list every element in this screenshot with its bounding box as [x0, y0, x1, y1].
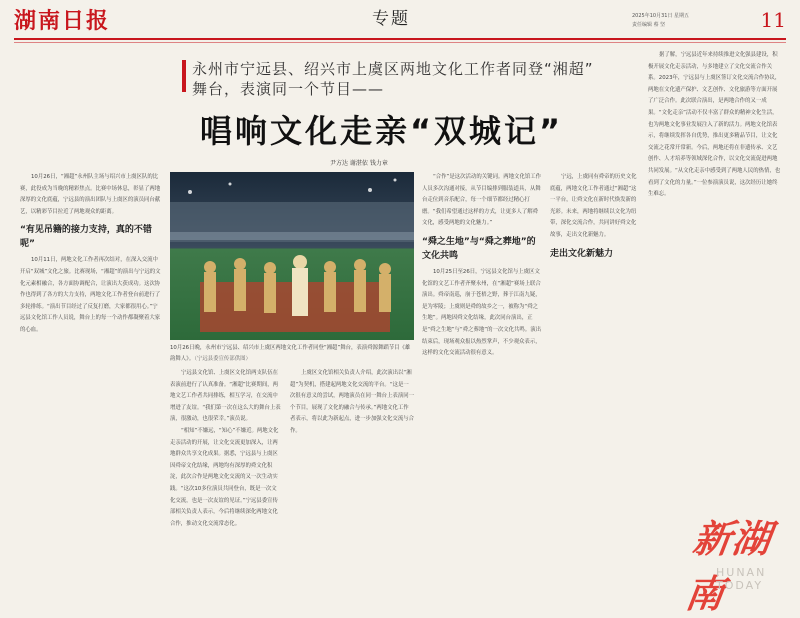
- column-2: [170, 368, 282, 584]
- kicker-line-1: 永州市宁远县、绍兴市上虞区两地文化工作者同登“湘超”: [192, 60, 594, 78]
- paragraph: 10月25日至26日，宁远县文化馆与上虞区文化馆的文艺工作者齐聚永州，在“湘超”赛场上联合演出。舜帝南巡，崩于苍梧之野，葬于江南九疑，是为零陵；上虞则是舜的故乡之一，被称为“舜之生地”。两地因舜文化结缘，此次同台演出，正是“舜之生地”与“舜之葬地”的一次文化共鸣。演出结束后，现场观众报以热烈掌声，不少观众表示，这样的文化交流活动很有意义。: [422, 268, 541, 357]
- subheading: “舜之生地”与“舜之葬地”的文化共鸣: [422, 236, 536, 261]
- page-header: [0, 0, 800, 40]
- photo-caption: [170, 343, 414, 365]
- paragraph: 10月26日，“湘超”永州队主场与绍兴市上虞区队的比赛，此役成为当晚的精彩焦点。比赛中场休息，彰显了两地深厚的文化底蕴，宁远县的演出团队与上虞区的演员同台献艺，以精彩节目拉近了两地观众的距离。: [20, 174, 161, 215]
- column-3: [290, 368, 414, 584]
- column-4: [422, 172, 542, 584]
- main-headline: 唱响文化走亲“双城记”: [200, 112, 564, 150]
- page-number: 11: [760, 8, 786, 32]
- article-photo: [170, 172, 414, 340]
- column-6: [648, 50, 782, 506]
- kicker-line-2: 舞台，表演同一个节目——: [192, 80, 385, 98]
- stage-performance-image: [170, 172, 414, 340]
- byline: 尹方达 谢湛依 钱力章: [330, 160, 388, 167]
- header-rule: [14, 38, 786, 40]
- paragraph: “相知”不嫌远，“知心”不嫌近。两地文化走亲活动的开展，让文化交流更加深入，让两地群众共享文化成果。据悉，宁远县与上虞区因舜帝文化结缘，两地均有深厚的舜文化积淀，此次合作是两地文化交流的又一次生动实践。“这次10多位演员共同登台，既是一次文化交流，也是一次友谊的见证。”宁远县委宣传部相关负责人表示，今后将继续深化两地文化合作，推动文化交流常态化。: [170, 427, 279, 527]
- photo-credit: （宁远县委宣传部供图）: [194, 356, 251, 362]
- kicker-accent-bar: [182, 60, 186, 92]
- column-5: [550, 172, 640, 584]
- section-title: 专题: [372, 9, 410, 29]
- issue-date: 2025年10月31日 星期五: [632, 13, 690, 19]
- paragraph: 上虞区文化馆相关负责人介绍，此次演出以“湘超”为契机，搭建起两地文化交流的平台。“这是一次很有意义的尝试，两地演员在同一舞台上表演同一个节目，展现了文化的融合与传承。”两地文化工作者表示，将以此为新起点，进一步加强文化交流与合作。: [290, 370, 414, 434]
- paragraph: 宁远，上虞同有舜帝的历史文化底蕴，两地文化工作者通过“湘超”这一平台，让舜文化在新时代焕发新的光彩。未来，两地将继续以文化为纽带，深化交流合作，共同讲好舜文化故事，走出文化新魅力。: [550, 174, 637, 238]
- editor-line: 责任编辑 蔡 坚: [632, 22, 666, 28]
- paragraph: “合作”是这次活动的关键词。两地文化馆工作人员多次沟通对接，从节目编排到服装道具，从舞台走位到音乐配合，每一个细节都经过精心打磨。“我们希望通过这样的方式，让更多人了解舜文化，感受两地的文化魅力。”: [422, 174, 542, 227]
- paragraph: 据了解，宁远县近年来持续推进文化强县建设，积极开展文化走亲活动，与多地建立了文化交流合作关系。2023年，宁远县与上虞区签订文化交流合作协议，两地在文化遗产保护、文艺创作、文化旅游等方面开展了广泛合作。此次联合演出，是两地合作的又一成果。“文化走亲”活动不仅丰富了群众的精神文化生活，也为两地文化事业发展注入了新的活力。两地文化馆表示，将继续发挥各自优势，推出更多精品节目，让文化交流之花常开常新。今后，两地还将在非遗传承、文艺创作、人才培养等领域深化合作，以文化交流促进两地共同发展。“从文化走亲中感受到了两地人民的热情，也看到了文化的力量。”一位参演演员说，这次经历让她终生难忘。: [648, 52, 781, 198]
- subheading: “有见吊籍的接力支持，真的不错呢”: [20, 225, 152, 250]
- paragraph: 宁远县文化馆、上虞区文化馆两支队伍在表演前进行了认真准备。“湘超”比赛期间，两地文艺工作者共同排练，相互学习，在交流中增进了友谊。“我们第一次在这么大的舞台上表演，很激动，也很荣幸。”演员说。: [170, 370, 281, 423]
- brand-logo: 新湖南: [682, 516, 775, 616]
- column-1: [20, 172, 162, 584]
- caption-text: 10月26日晚，永州市宁远县、绍兴市上虞区两地文化工作者同登“湘超”舞台，表演舜源舞蹈节目《雄韵舞人》。: [170, 345, 411, 362]
- subheading: 走出文化新魅力: [550, 248, 614, 259]
- brand-logo-english: HUNAN TODAY: [716, 566, 767, 592]
- header-rule-thin: [14, 42, 786, 43]
- paragraph: 10月11日，两地文化工作者再次结对，在深入交流中开启“双城”文化之旅。比赛现场，“湘超”的演出与宁远的文化元素相融合，各方面协调配合，让演出大获成功。这次协作也得到了各方的大力支持，两地文化工作者登台前进行了多轮排练。“演出节目经过了反复打磨，大家都很用心。”宁远县文化馆工作人员说，舞台上的每一个动作都凝聚着大家的心血。: [20, 257, 161, 333]
- masthead: 湖南日报: [14, 8, 111, 34]
